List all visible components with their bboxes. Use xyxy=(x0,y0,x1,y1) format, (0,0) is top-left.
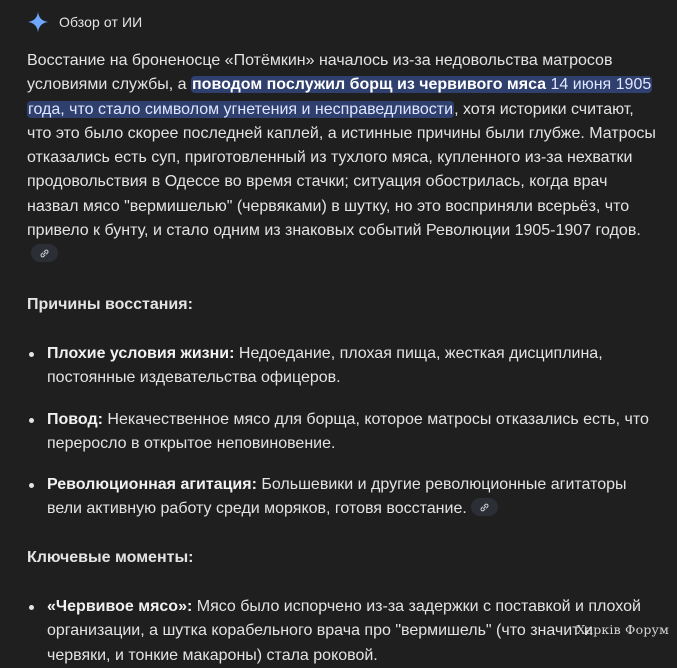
ai-overview-header xyxy=(27,9,142,35)
link-icon xyxy=(479,502,490,513)
intro-text-start: Восстание на броненосце «Потёмкин» началось из-за недовольства матросов условиями службы, а xyxy=(27,52,613,94)
intro-text-end: , хотя историки считают, что это было скорее последней каплей, а истинные причины были глубже. Матросы отказались есть суп, приготовленный из тухлого мяса, купленного из-за нехватки продовольствия в Одессе во время стачки; ситуация обострилась, когда врач назвал мясо "вермишелью" (червяками) в шутку, но это восприняли всерьёз, что привело к бунту, и стало одним из знаковых событий Революции 1905-1907 годов. xyxy=(27,100,656,240)
list-item xyxy=(27,595,657,668)
highlighted-bold-text: поводом послужил борщ из червивого мяса xyxy=(192,76,547,94)
list-item-text: Большевики и другие революционные агитаторы вели активную работу среди моряков, готовя восстание. xyxy=(47,476,627,518)
list-item xyxy=(27,408,657,457)
sparkle-icon xyxy=(27,11,49,33)
source-link-chip[interactable] xyxy=(471,498,498,516)
section-title-key-moments: Ключевые моменты: xyxy=(27,548,194,566)
ai-overview-title: Обзор от ИИ xyxy=(59,14,143,30)
watermark: Харків Форум xyxy=(576,622,669,637)
key-moments-list xyxy=(27,595,657,668)
list-item-label: Революционная агитация: xyxy=(47,476,257,494)
list-item-label: Повод: xyxy=(47,410,103,428)
list-item-label: Плохие условия жизни: xyxy=(47,344,235,362)
highlighted-normal-text: 14 июня 1905 года, что стало символом угнетения и несправедливости xyxy=(28,76,652,118)
link-icon xyxy=(39,248,50,259)
ai-overview-content xyxy=(27,49,657,668)
intro-paragraph xyxy=(27,49,657,268)
list-item-text: Недоедание, плохая пища, жесткая дисциплина, постоянные издевательства офицеров. xyxy=(47,344,603,387)
list-item-label: «Червивое мясо»: xyxy=(47,598,193,616)
list-item-text: Некачественное мясо для борща, которое матросы отказались есть, что переросло в открытое неповиновение. xyxy=(47,410,649,452)
list-item xyxy=(27,342,657,391)
causes-list xyxy=(27,342,657,522)
section-title-causes: Причины восстания: xyxy=(27,295,193,313)
list-item xyxy=(27,473,657,522)
source-link-chip[interactable] xyxy=(31,244,58,262)
list-item-text: Мясо было испорчено из-за задержки с поставкой и плохой организации, а шутка корабельного врача про "вермишель" (что значит и червяки, и тонкие макароны) стала роковой. xyxy=(47,598,641,664)
